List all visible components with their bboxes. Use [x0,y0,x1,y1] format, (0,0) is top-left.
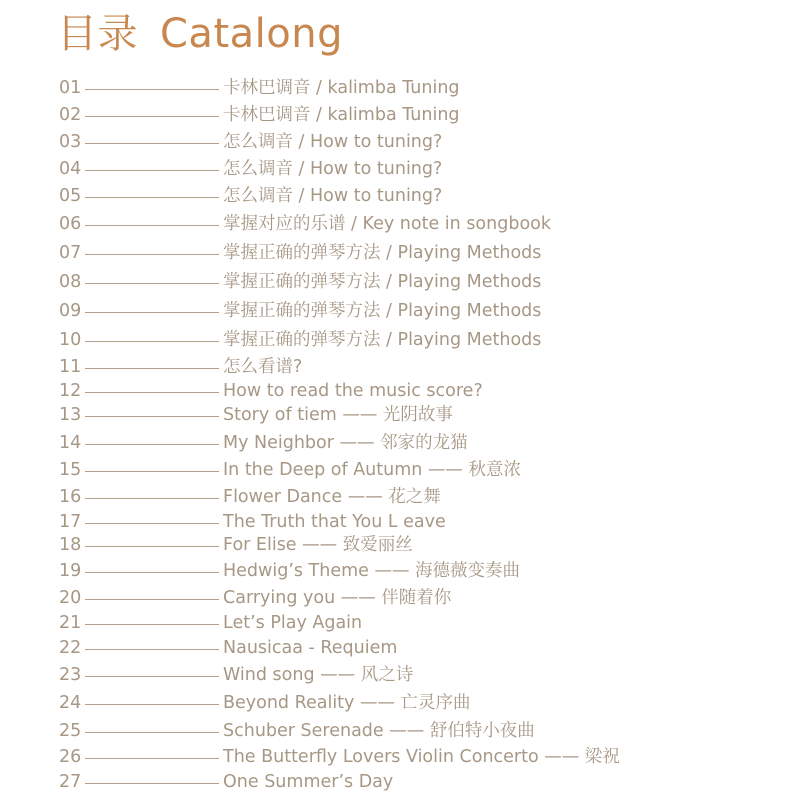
toc-entry [59,611,362,635]
toc-entry [59,510,446,534]
toc-entry-title: 掌握正确的弹琴方法 / Playing Methods [223,330,542,350]
toc-entry-number: 17 [59,512,82,532]
toc-entry-title: 掌握正确的弹琴方法 / Playing Methods [223,243,542,263]
toc-entry-title: 掌握正确的弹琴方法 / Playing Methods [223,272,542,292]
toc-entry-leader-line [85,444,219,445]
toc-entry-number: 04 [59,159,82,179]
toc-entry [59,184,442,208]
toc-entry-leader-line [85,649,219,650]
toc-entry-title: 卡林巴调音 / kalimba Tuning [223,78,460,98]
toc-entry [59,76,460,100]
toc-entry-title: 掌握正确的弹琴方法 / Playing Methods [223,301,542,321]
toc-entry-leader-line [85,283,219,284]
toc-entry-number: 09 [59,301,82,321]
toc-entry-number: 16 [59,487,82,507]
toc-entry [59,485,441,509]
toc-entry-title: For Elise —— 致爱丽丝 [223,535,413,555]
toc-entry [59,745,620,769]
toc-entry-leader-line [85,89,219,90]
toc-entry-leader-line [85,732,219,733]
toc-entry-title: 怎么调音 / How to tuning? [223,186,443,206]
toc-entry-title: Carrying you —— 伴随着你 [223,588,452,608]
toc-entry-number: 03 [59,132,82,152]
toc-entry [59,103,460,127]
toc-entry [59,636,397,660]
toc-entry-title: The Truth that You L eave [223,512,446,532]
toc-entry-leader-line [85,624,219,625]
toc-entry-leader-line [85,143,219,144]
toc-entry [59,559,520,583]
toc-entry-title: Hedwig’s Theme —— 海德薇变奏曲 [223,561,521,581]
toc-entry [59,328,541,352]
toc-entry-number: 20 [59,588,82,608]
toc-entry [59,431,468,455]
page-title-zh: 目录 [57,11,138,57]
toc-entry-title: 卡林巴调音 / kalimba Tuning [223,105,460,125]
toc-entry-number: 02 [59,105,82,125]
toc-entry-leader-line [85,392,219,393]
page-title-en: Catalong [160,11,343,57]
toc-entry-number: 13 [59,405,82,425]
toc-entry-number: 24 [59,693,82,713]
toc-entry-leader-line [85,341,219,342]
toc-entry-leader-line [85,312,219,313]
toc-entry-title: Wind song —— 风之诗 [223,665,414,685]
toc-entry-number: 18 [59,535,82,555]
toc-entry-leader-line [85,498,219,499]
toc-entry [59,355,302,379]
toc-entry-leader-line [85,254,219,255]
toc-entry [59,157,442,181]
toc-entry-leader-line [85,783,219,784]
toc-entry [59,212,551,236]
toc-entry-title: Story of tiem —— 光阴故事 [223,405,453,425]
toc-entry-title: Nausicaa - Requiem [223,638,398,658]
toc-entry-number: 05 [59,186,82,206]
toc-entry-number: 11 [59,357,82,377]
toc-entry-leader-line [85,599,219,600]
toc-entry-title: 怎么调音 / How to tuning? [223,132,443,152]
toc-entry-title: 掌握对应的乐谱 / Key note in songbook [223,214,551,234]
toc-entry-number: 15 [59,460,82,480]
toc-entry-title: Schuber Serenade —— 舒伯特小夜曲 [223,721,535,741]
toc-entry-number: 12 [59,381,82,401]
toc-entry-number: 19 [59,561,82,581]
toc-entry-title: One Summer’s Day [223,772,394,792]
toc-entry [59,770,393,794]
toc-entry [59,458,521,482]
toc-entry-number: 08 [59,272,82,292]
toc-entry-title: 怎么调音 / How to tuning? [223,159,443,179]
toc-entry-number: 26 [59,747,82,767]
toc-entry [59,663,413,687]
toc-entry [59,403,453,427]
toc-entry-title: The Butterfly Lovers Violin Concerto —— 梁祝 [223,747,620,767]
toc-entry-title: In the Deep of Autumn —— 秋意浓 [223,460,521,480]
toc-entry [59,241,541,265]
toc-entry-title: Flower Dance —— 花之舞 [223,487,441,507]
toc-entry-number: 21 [59,613,82,633]
toc-entry-number: 27 [59,772,82,792]
toc-entry-number: 10 [59,330,82,350]
toc-entry-leader-line [85,225,219,226]
toc-entry-leader-line [85,572,219,573]
toc-entry-title: How to read the music score? [223,381,483,401]
toc-entry-leader-line [85,368,219,369]
toc-entry [59,691,471,715]
toc-entry-number: 07 [59,243,82,263]
toc-entry-number: 01 [59,78,82,98]
toc-entry-leader-line [85,471,219,472]
toc-entry-number: 23 [59,665,82,685]
toc-entry-leader-line [85,758,219,759]
toc-entry-title: Let’s Play Again [223,613,363,633]
toc-entry [59,270,541,294]
toc-entry-number: 22 [59,638,82,658]
toc-entry-leader-line [85,704,219,705]
toc-entry-title: 怎么看谱? [223,357,303,377]
toc-entry-leader-line [85,523,219,524]
toc-entry-leader-line [85,416,219,417]
toc-entry [59,379,483,403]
toc-entry-title: My Neighbor —— 邻家的龙猫 [223,433,468,453]
toc-entry [59,586,451,610]
toc-entry [59,719,535,743]
toc-entry-leader-line [85,170,219,171]
toc-entry-title: Beyond Reality —— 亡灵序曲 [223,693,471,713]
toc-entry-leader-line [85,116,219,117]
toc-entry [59,130,442,154]
toc-entry-leader-line [85,676,219,677]
toc-entry [59,299,541,323]
toc-entry-leader-line [85,197,219,198]
toc-entry-number: 06 [59,214,82,234]
toc-entry-number: 14 [59,433,82,453]
toc-entry-number: 25 [59,721,82,741]
toc-entry-leader-line [85,546,219,547]
toc-entry [59,533,413,557]
